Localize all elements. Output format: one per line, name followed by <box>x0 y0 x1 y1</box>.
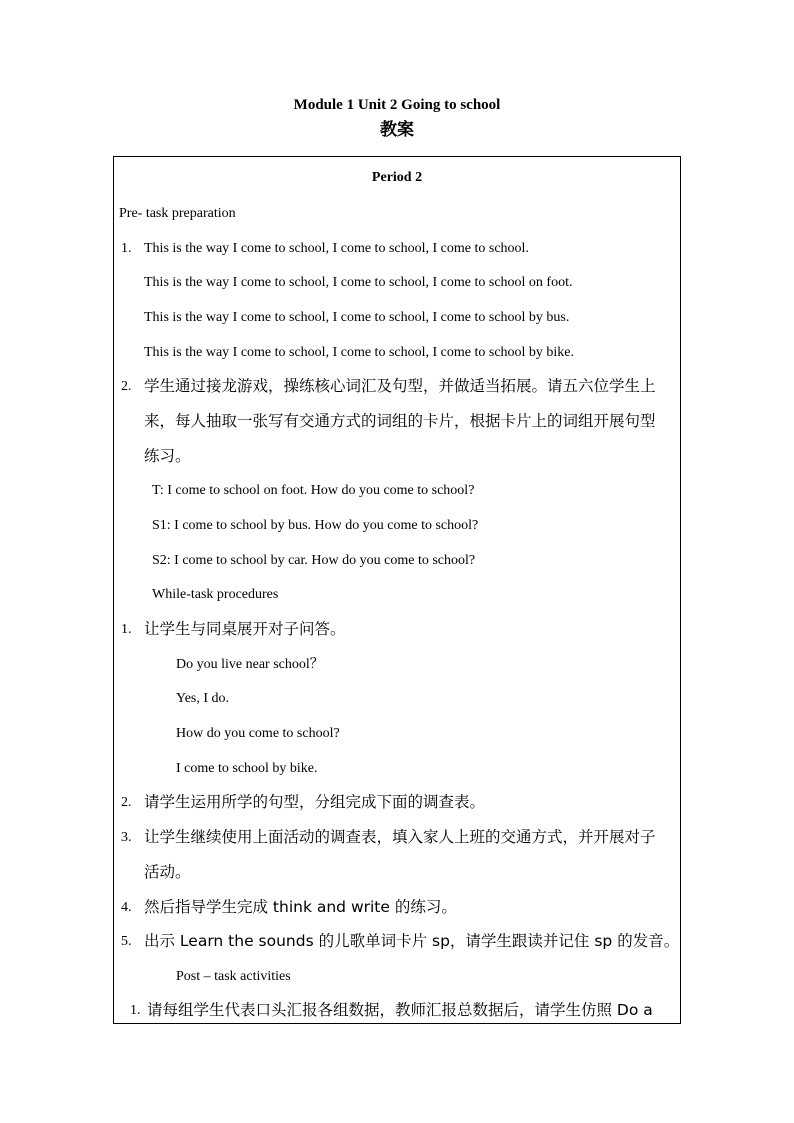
while-item-4-text: 然后指导学生完成 think and write 的练习。 <box>144 898 457 916</box>
qa-line-2: Yes, I do. <box>176 691 230 706</box>
pre-item-1-line-4: This is the way I come to school, I come to school, I come to school by bike. <box>144 345 575 360</box>
while-item-2-text: 请学生运用所学的句型，分组完成下面的调查表。 <box>144 793 486 811</box>
while-item-4-number: 4. <box>121 900 132 915</box>
while-item-3-line-2: 活动。 <box>144 863 191 881</box>
pre-item-1-number: 1. <box>121 241 132 256</box>
pre-item-2-line-2: 来，每人抽取一张写有交通方式的词组的卡片，根据卡片上的词组开展句型 <box>144 412 656 430</box>
qa-line-1: Do you live near school？ <box>176 657 324 672</box>
pre-item-2-line-3: 练习。 <box>144 447 191 465</box>
post-task-heading: Post – task activities <box>176 969 291 984</box>
pre-item-2-line-1: 学生通过接龙游戏，操练核心词汇及句型，并做适当拓展。请五六位学生上 <box>144 377 656 395</box>
while-item-3-line-1: 让学生继续使用上面活动的调查表，填入家人上班的交通方式，并开展对子 <box>144 828 656 846</box>
qa-line-3: How do you come to school? <box>176 726 340 741</box>
while-task-heading: While-task procedures <box>152 587 279 602</box>
post-item-1-text: 请每组学生代表口头汇报各组数据，教师汇报总数据后，请学生仿照 Do a <box>147 1001 653 1019</box>
doc-subtitle: 教案 <box>380 120 414 140</box>
while-item-2-number: 2. <box>121 795 132 810</box>
doc-title: Module 1 Unit 2 Going to school <box>293 97 501 113</box>
qa-line-4: I come to school by bike. <box>176 761 318 776</box>
pre-item-2-number: 2. <box>121 379 132 394</box>
pre-item-1-line-2: This is the way I come to school, I come to school, I come to school on foot. <box>144 275 573 290</box>
post-item-1-number: 1. <box>130 1003 141 1018</box>
period-heading: Period 2 <box>371 170 423 185</box>
while-item-1-number: 1. <box>121 622 132 637</box>
while-item-5-text: 出示 Learn the sounds 的儿歌单词卡片 sp，请学生跟读并记住 sp 的发音。 <box>144 932 680 950</box>
pre-item-1-line-3: This is the way I come to school, I come to school, I come to school by bus. <box>144 310 570 325</box>
dialog-line-s1: S1: I come to school by bus. How do you come to school? <box>152 518 479 533</box>
dialog-line-t: T: I come to school on foot. How do you come to school? <box>152 483 475 498</box>
pre-task-heading: Pre- task preparation <box>119 206 236 221</box>
while-item-3-number: 3. <box>121 830 132 845</box>
dialog-line-s2: S2: I come to school by car. How do you come to school? <box>152 553 476 568</box>
pre-item-1-line-1: This is the way I come to school, I come to school, I come to school. <box>144 241 529 256</box>
while-item-1-text: 让学生与同桌展开对子问答。 <box>144 620 346 638</box>
while-item-5-number: 5. <box>121 934 132 949</box>
